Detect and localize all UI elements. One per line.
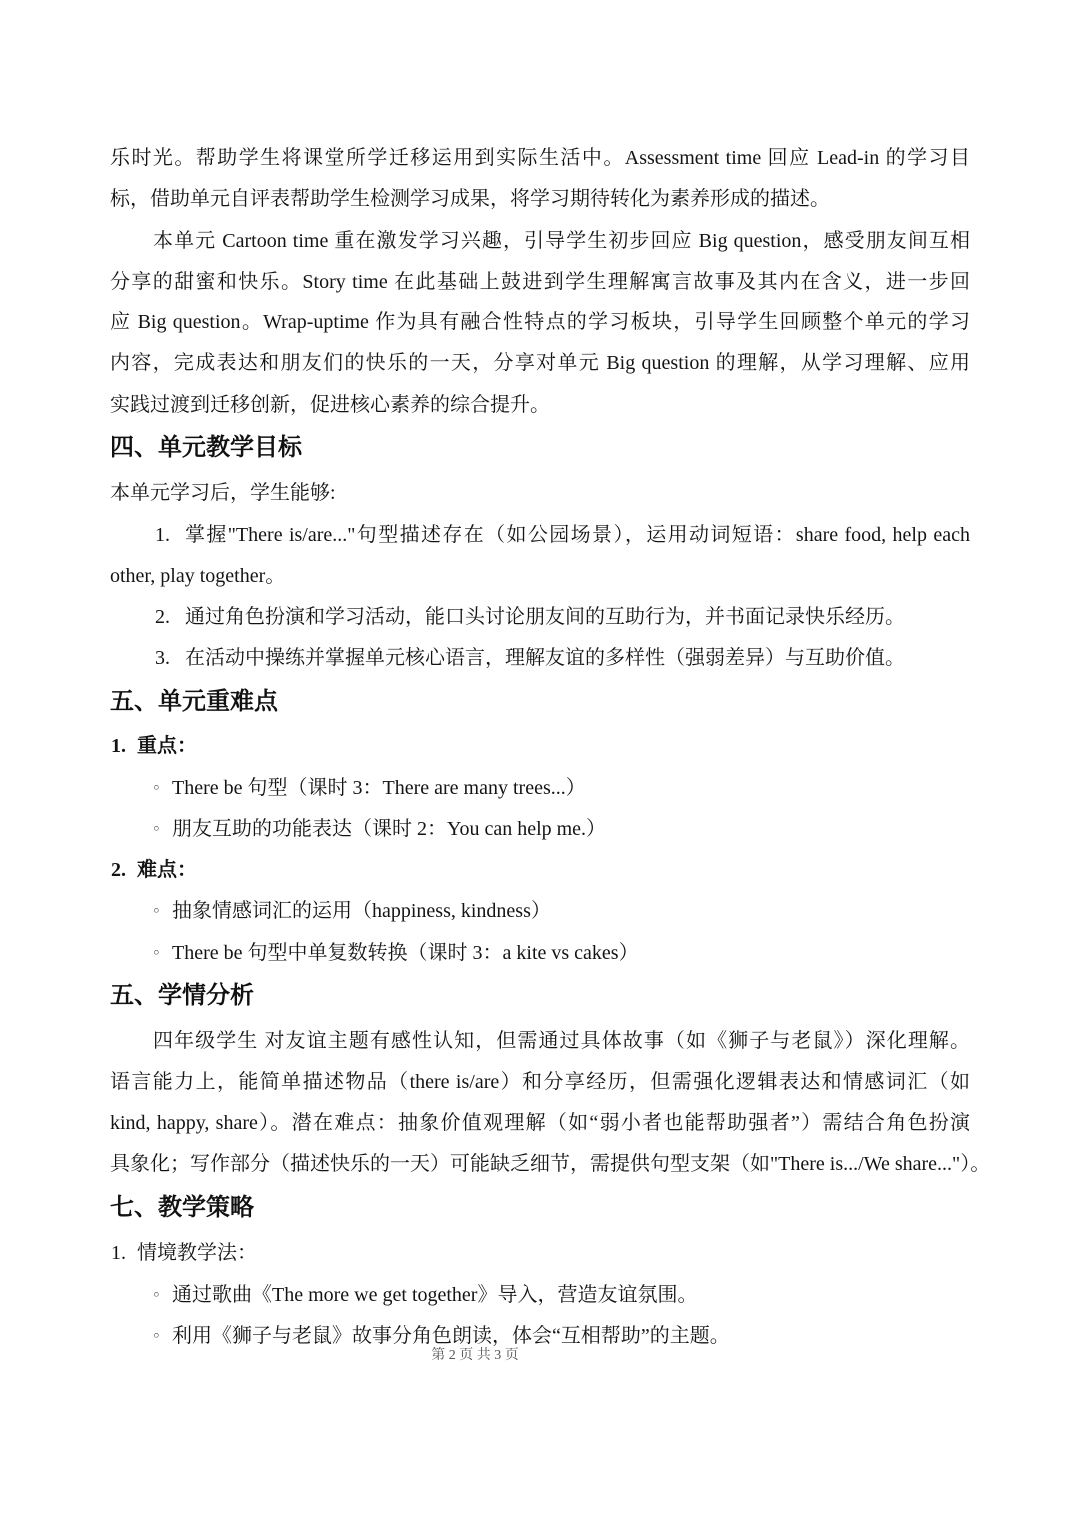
paragraph-line: 内容，完成表达和朋友们的快乐的一天，分享对单元 Big question 的理解，从学习理解、应用	[110, 352, 970, 374]
section-heading: 七、教学策略	[110, 1194, 254, 1221]
paragraph-line: 标，借助单元自评表帮助学生检测学习成果，将学习期待转化为素养形成的描述。	[110, 188, 830, 210]
bullet-marker: ◦	[152, 820, 161, 838]
group-label: 难点：	[137, 859, 197, 881]
objective-text: 掌握"There is/are..."句型描述存在（如公园场景），运用动词短语：share food, help each	[185, 524, 970, 546]
paragraph-line: 具象化；写作部分（描述快乐的一天）可能缺乏细节，需提供句型支架（如"There is.../We share..."）。	[110, 1153, 991, 1175]
paragraph-line: 本单元 Cartoon time 重在激发学习兴趣，引导学生初步回应 Big question，感受朋友间互相	[153, 230, 970, 252]
paragraph-line: 分享的甜蜜和快乐。Story time 在此基础上鼓进到学生理解寓言故事及其内在含义，进一步回	[110, 271, 970, 293]
section-heading: 五、单元重难点	[110, 688, 278, 715]
group-number: 1.	[111, 735, 126, 757]
bullet-text: There be 句型（课时 3：There are many trees...）	[172, 777, 586, 799]
paragraph-line: 实践过渡到迁移创新，促进核心素养的综合提升。	[110, 394, 550, 416]
page-number-footer: 第 2 页 共 3 页	[431, 1348, 519, 1363]
section-heading: 四、单元教学目标	[110, 434, 302, 461]
objective-text: 通过角色扮演和学习活动，能口头讨论朋友间的互助行为，并书面记录快乐经历。	[185, 606, 905, 628]
bullet-text: 抽象情感词汇的运用（happiness, kindness）	[172, 900, 551, 922]
strategy-label: 情境教学法：	[137, 1242, 257, 1264]
bullet-marker: ◦	[152, 944, 161, 962]
objective-number: 2.	[155, 606, 170, 628]
paragraph-line: 四年级学生 对友谊主题有感性认知，但需通过具体故事（如《狮子与老鼠》）深化理解。	[153, 1030, 970, 1052]
bullet-text: 利用《狮子与老鼠》故事分角色朗读，体会“互相帮助”的主题。	[172, 1325, 730, 1347]
paragraph-line: 应 Big question。Wrap-uptime 作为具有融合性特点的学习板块，引导学生回顾整个单元的学习	[110, 311, 970, 333]
bullet-text: There be 句型中单复数转换（课时 3：a kite vs cakes）	[172, 942, 639, 964]
paragraph-line: kind, happy, share）。潜在难点：抽象价值观理解（如“弱小者也能帮助强者”）需结合角色扮演	[110, 1112, 970, 1134]
objective-number: 1.	[155, 524, 170, 546]
group-label: 重点：	[137, 735, 197, 757]
bullet-marker: ◦	[152, 1286, 161, 1304]
paragraph-line: 语言能力上，能简单描述物品（there is/are）和分享经历，但需强化逻辑表达和情感词汇（如	[110, 1071, 970, 1093]
bullet-text: 朋友互助的功能表达（课时 2：You can help me.）	[172, 818, 607, 840]
strategy-number: 1.	[111, 1242, 126, 1264]
group-number: 2.	[111, 859, 126, 881]
objective-number: 3.	[155, 647, 170, 669]
objective-text: other, play together。	[110, 565, 286, 587]
bullet-marker: ◦	[152, 1327, 161, 1345]
objective-text: 在活动中操练并掌握单元核心语言，理解友谊的多样性（强弱差异）与互助价值。	[185, 647, 905, 669]
bullet-marker: ◦	[152, 902, 161, 920]
section-intro: 本单元学习后，学生能够:	[110, 482, 336, 504]
bullet-marker: ◦	[152, 779, 161, 797]
paragraph-line: 乐时光。帮助学生将课堂所学迁移运用到实际生活中。Assessment time 回应 Lead-in 的学习目	[110, 147, 970, 169]
bullet-text: 通过歌曲《The more we get together》导入，营造友谊氛围。	[172, 1284, 698, 1306]
section-heading: 五、学情分析	[110, 982, 254, 1009]
